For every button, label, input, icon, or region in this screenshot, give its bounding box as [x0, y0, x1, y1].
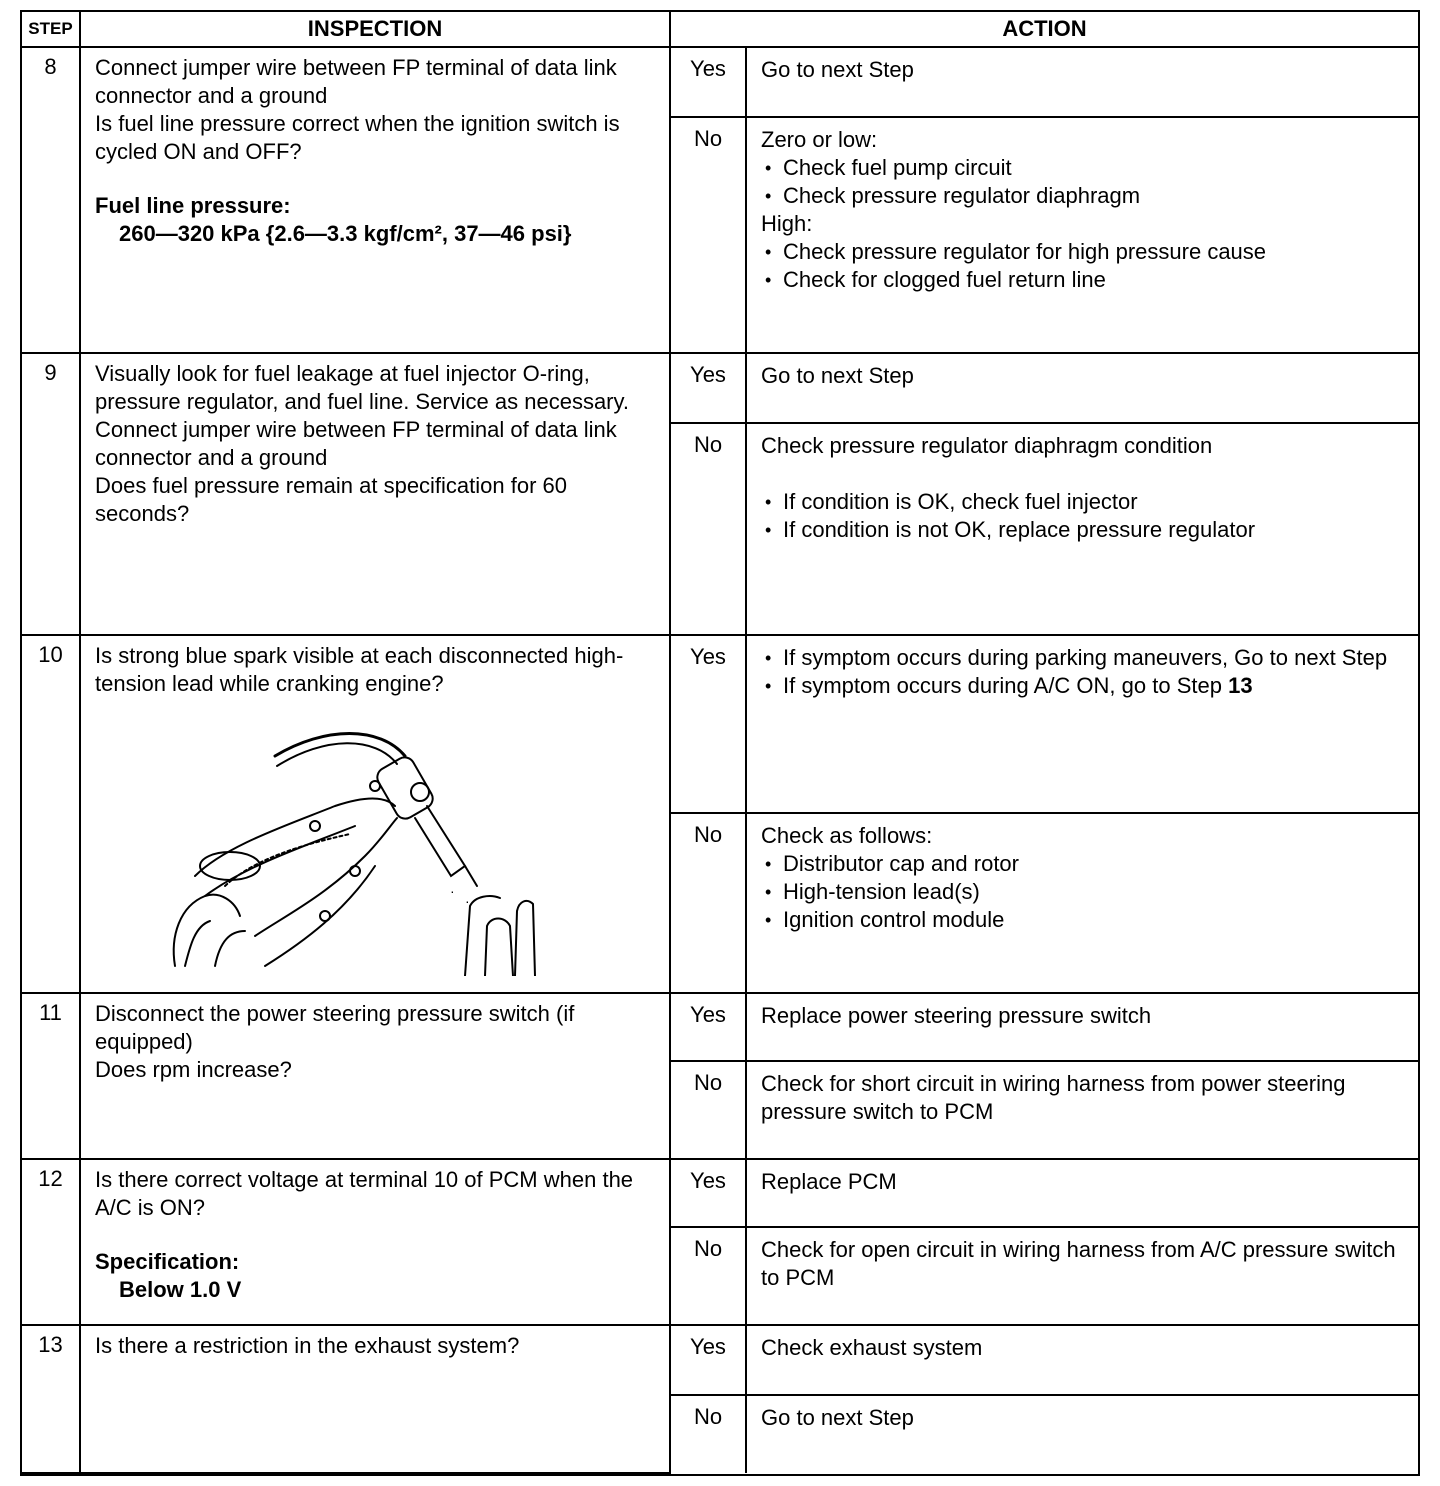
list-item: • Check for clogged fuel return line	[761, 266, 1404, 294]
step-number: 9	[22, 353, 80, 635]
yes-action: Check exhaust system	[746, 1325, 1418, 1395]
yes-action-list	[761, 644, 1404, 700]
step-number: 12	[22, 1159, 80, 1325]
svg-text:·: ·	[450, 883, 455, 899]
inspection-cell	[80, 1325, 670, 1473]
list-item: • High-tension lead(s)	[761, 878, 1404, 906]
yes-label: Yes	[670, 353, 746, 423]
list-item: • Distributor cap and rotor	[761, 850, 1404, 878]
list-item: • If symptom occurs during parking maneuvers, Go to next Step	[761, 644, 1404, 672]
no-action-heading: High:	[761, 211, 813, 236]
inspection-text: Disconnect the power steering pressure switch (if equipped)	[95, 1001, 575, 1054]
spec-title: Fuel line pressure:	[95, 193, 291, 218]
inspection-question: Does fuel pressure remain at specification for 60 seconds?	[95, 473, 568, 526]
step-number: 10	[22, 635, 80, 993]
troubleshooting-table	[22, 12, 1418, 1474]
list-item: • Check pressure regulator diaphragm	[761, 182, 1404, 210]
yes-action	[746, 635, 1418, 813]
no-action-list	[761, 238, 1404, 294]
list-item: • If condition is not OK, replace pressure regulator	[761, 516, 1404, 544]
yes-label: Yes	[670, 1325, 746, 1395]
no-label: No	[670, 813, 746, 993]
step-number: 11	[22, 993, 80, 1159]
step-number: 13	[22, 1325, 80, 1473]
step-reference: 13	[1228, 673, 1253, 698]
step-number: 8	[22, 47, 80, 353]
yes-action: Go to next Step	[746, 47, 1418, 117]
no-action-list	[761, 488, 1404, 544]
yes-action: Replace power steering pressure switch	[746, 993, 1418, 1061]
inspection-column-header: INSPECTION	[80, 12, 670, 47]
inspection-cell	[80, 993, 670, 1159]
no-label: No	[670, 1061, 746, 1159]
troubleshooting-table-page	[20, 10, 1420, 1476]
yes-label: Yes	[670, 993, 746, 1061]
yes-action: Go to next Step	[746, 353, 1418, 423]
svg-text:·: ·	[465, 893, 470, 909]
spec-value: Below 1.0 V	[119, 1277, 242, 1302]
no-action-heading: Zero or low:	[761, 127, 878, 152]
inspection-cell	[80, 47, 670, 353]
action-column-header: ACTION	[670, 12, 1418, 47]
no-action: Go to next Step	[746, 1395, 1418, 1473]
yes-label: Yes	[670, 47, 746, 117]
inspection-cell	[80, 353, 670, 635]
no-action-list	[761, 850, 1404, 934]
list-item: • Check pressure regulator for high pressure cause	[761, 238, 1404, 266]
no-action	[746, 813, 1418, 993]
yes-label: Yes	[670, 1159, 746, 1227]
no-action: Check for open circuit in wiring harness from A/C pressure switch to PCM	[746, 1227, 1418, 1325]
step-column-header: STEP	[22, 12, 80, 47]
inspection-cell	[80, 1159, 670, 1325]
list-item: • Check fuel pump circuit	[761, 154, 1404, 182]
no-action: Check for short circuit in wiring harness from power steering pressure switch to PCM	[746, 1061, 1418, 1159]
spec-title: Specification:	[95, 1249, 240, 1274]
no-action-heading: Check as follows:	[761, 823, 933, 848]
no-action	[746, 117, 1418, 353]
inspection-text: Connect jumper wire between FP terminal of data link connector and a ground	[95, 55, 617, 108]
inspection-question: Does rpm increase?	[95, 1057, 292, 1082]
no-action-list	[761, 154, 1404, 210]
inspection-question: Is there correct voltage at terminal 10 of PCM when the A/C is ON?	[95, 1167, 634, 1220]
list-item: • Ignition control module	[761, 906, 1404, 934]
inspection-text: Visually look for fuel leakage at fuel injector O-ring, pressure regulator, and fuel line. Service as necessary. Connect jumper wire between FP terminal of data link connector and a ground	[95, 361, 629, 470]
no-label: No	[670, 117, 746, 353]
inspection-question: Is there a restriction in the exhaust system?	[95, 1333, 520, 1358]
no-action-heading: Check pressure regulator diaphragm condition	[761, 433, 1213, 458]
no-action	[746, 423, 1418, 635]
inspection-cell	[80, 635, 670, 993]
no-label: No	[670, 423, 746, 635]
no-label: No	[670, 1395, 746, 1473]
inspection-question: Is fuel line pressure correct when the ignition switch is cycled ON and OFF?	[95, 111, 620, 164]
list-item: • If symptom occurs during A/C ON, go to Step 13	[761, 672, 1404, 700]
spec-value: 260—320 kPa {2.6—3.3 kgf/cm², 37—46 psi}	[119, 221, 572, 246]
yes-label: Yes	[670, 635, 746, 813]
no-label: No	[670, 1227, 746, 1325]
yes-action: Replace PCM	[746, 1159, 1418, 1227]
spark-test-illustration	[165, 726, 655, 983]
list-item: • If condition is OK, check fuel injector	[761, 488, 1404, 516]
inspection-question: Is strong blue spark visible at each disconnected high-tension lead while cranking engine?	[95, 643, 624, 696]
